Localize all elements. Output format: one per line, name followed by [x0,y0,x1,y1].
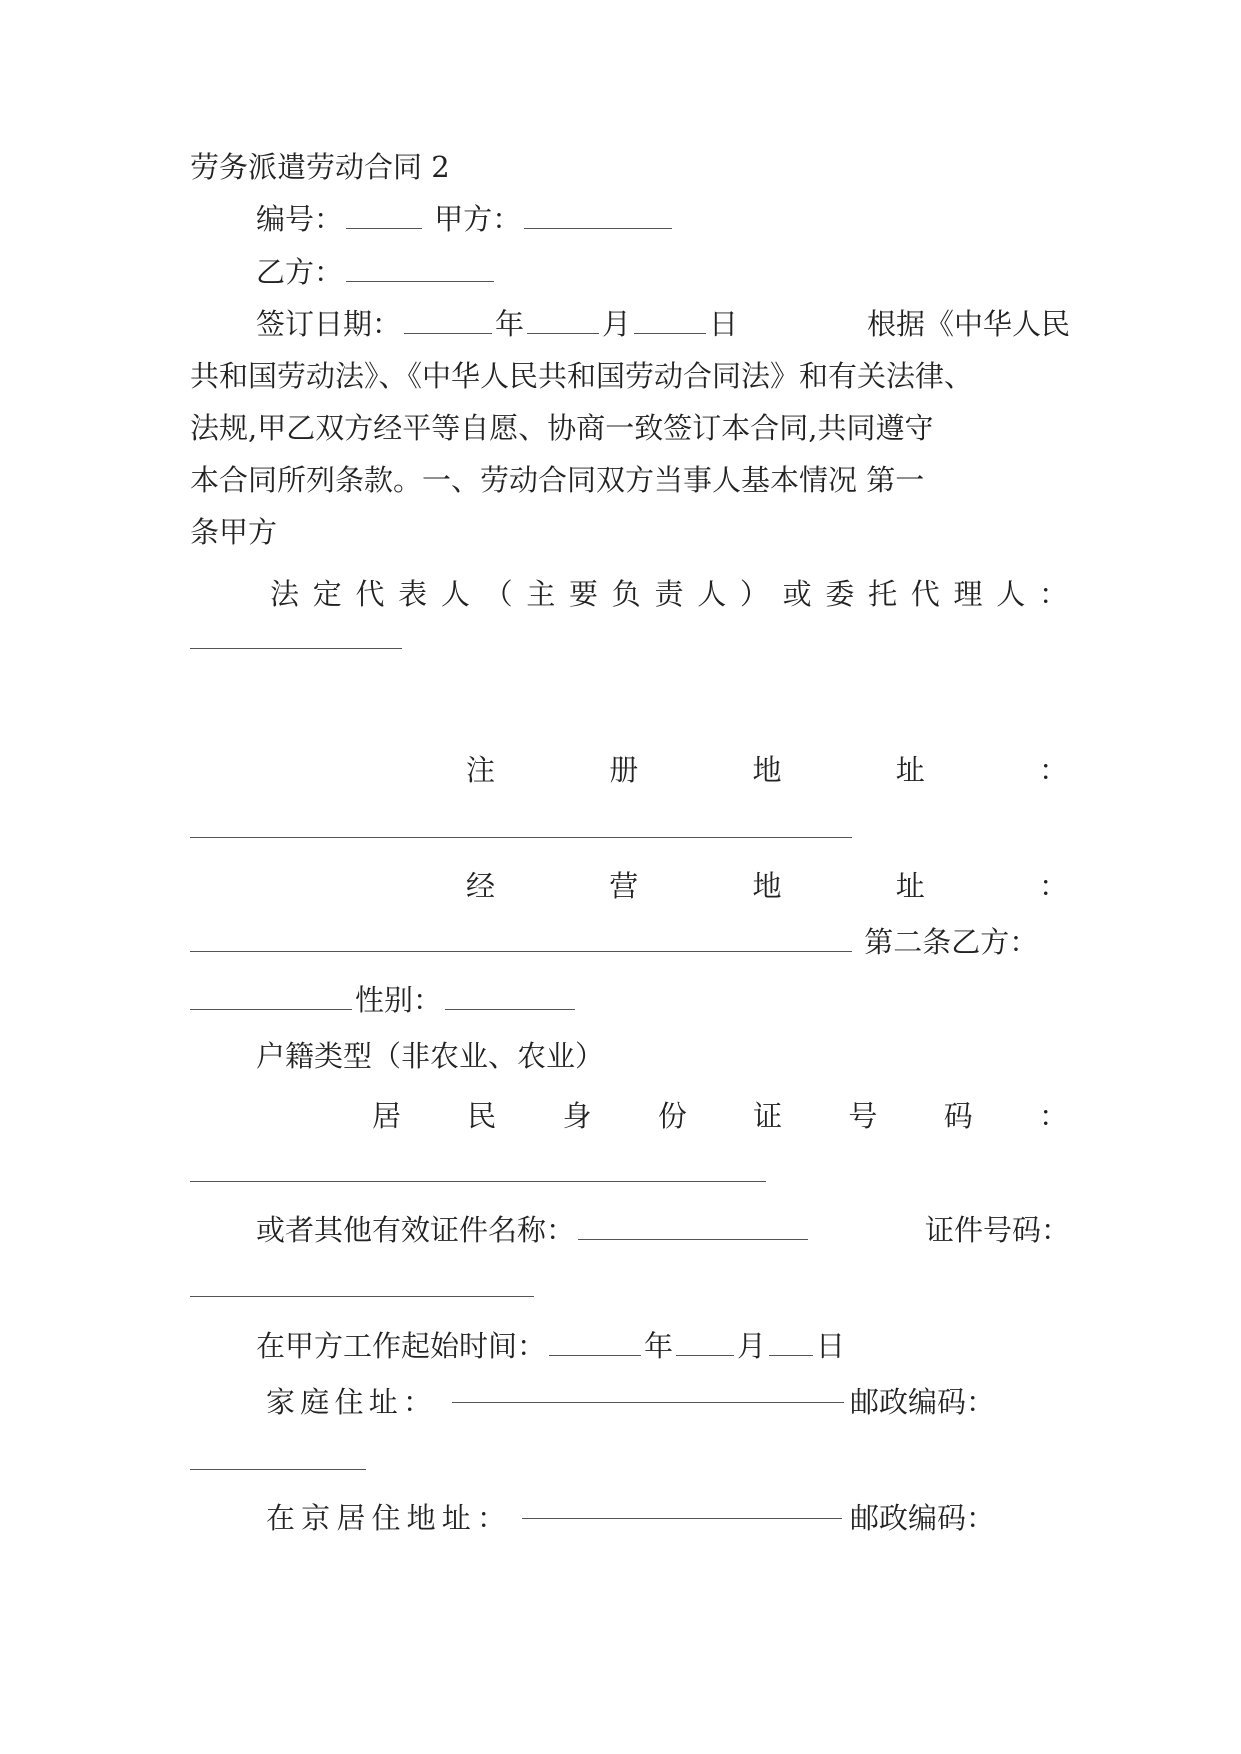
line-home-addr [266,1380,1070,1424]
para-line-2: 法规,甲乙双方经平等自愿、协商一致签订本合同,共同遵守 [190,411,934,445]
month-blank [527,332,599,334]
line-gender [190,978,1070,1022]
biz-addr-label: 经 营 地 址 ： [466,869,1068,903]
party-b-label: 乙方： [256,255,344,289]
sign-date-label: 签订日期： [256,307,402,341]
hukou-type: 户籍类型（非农业、农业） [256,1039,605,1073]
sign-date-tail: 根据《中华人民 [866,307,1070,341]
party-b-name-blank [190,1008,352,1010]
line-bj-addr [266,1496,1070,1540]
para-line-4: 条甲方 [190,515,278,549]
gender-blank [445,1008,575,1010]
year-blank [404,332,492,334]
number-label: 编号： [256,202,344,236]
start-day-blank [769,1354,813,1356]
reg-addr-blank [190,836,852,838]
biz-addr-blank [190,950,852,952]
year-label: 年 [495,307,525,341]
id-no-blank [190,1180,766,1182]
day-blank [634,332,706,334]
line-number-party-a [256,197,1070,241]
legal-rep-label: 法 定 代 表 人 （ 主 要 负 责 人 ） 或 委 托 代 理 人 ： [270,577,1068,611]
start-year-blank [549,1354,641,1356]
home-postcode-label: 邮政编码： [850,1385,996,1419]
article-2-label: 第二条乙方： [864,925,1039,959]
line-start-time [256,1324,1070,1368]
gender-label: 性别： [355,983,443,1017]
day-label: 日 [709,307,739,341]
start-time-label: 在甲方工作起始时间： [256,1329,547,1363]
party-a-label: 甲方： [434,202,522,236]
cert-no-blank [190,1295,534,1297]
home-postcode-blank [190,1468,366,1470]
month-label: 月 [602,307,632,341]
id-no-label: 居 民 身 份 证 号 码 ： [372,1099,1068,1133]
doc-title: 劳务派遣劳动合同 2 [190,150,450,184]
bj-addr-blank [522,1517,842,1519]
other-cert-label: 或者其他有效证件名称： [256,1213,576,1247]
cert-no-label: 证件号码： [924,1213,1070,1247]
other-cert-group [256,1208,811,1252]
bj-addr-label: 在 京 居 住 地 址 ： [266,1501,506,1535]
line-sign-date [256,302,1070,346]
home-addr-blank [452,1401,844,1403]
line-party-b [256,250,1070,294]
line-article-2 [190,920,1070,964]
para-line-1: 共和国劳动法》、《中华人民共和国劳动合同法》和有关法律、 [190,359,974,393]
start-year-label: 年 [644,1329,674,1363]
home-addr-label: 家 庭 住 址 ： [266,1385,432,1419]
other-cert-blank [578,1238,808,1240]
reg-addr-label: 注 册 地 址 ： [466,753,1068,787]
party-a-blank [524,227,672,229]
number-blank [346,227,422,229]
party-b-blank [346,280,494,282]
bj-postcode-label: 邮政编码： [850,1501,996,1535]
legal-rep-blank [190,647,402,649]
start-month-blank [676,1354,734,1356]
start-day-label: 日 [816,1329,846,1363]
start-month-label: 月 [737,1329,767,1363]
para-line-3: 本合同所列条款。一、劳动合同双方当事人基本情况 第一 [190,463,925,497]
line-other-cert [256,1208,1070,1252]
sign-date-group [256,302,738,346]
